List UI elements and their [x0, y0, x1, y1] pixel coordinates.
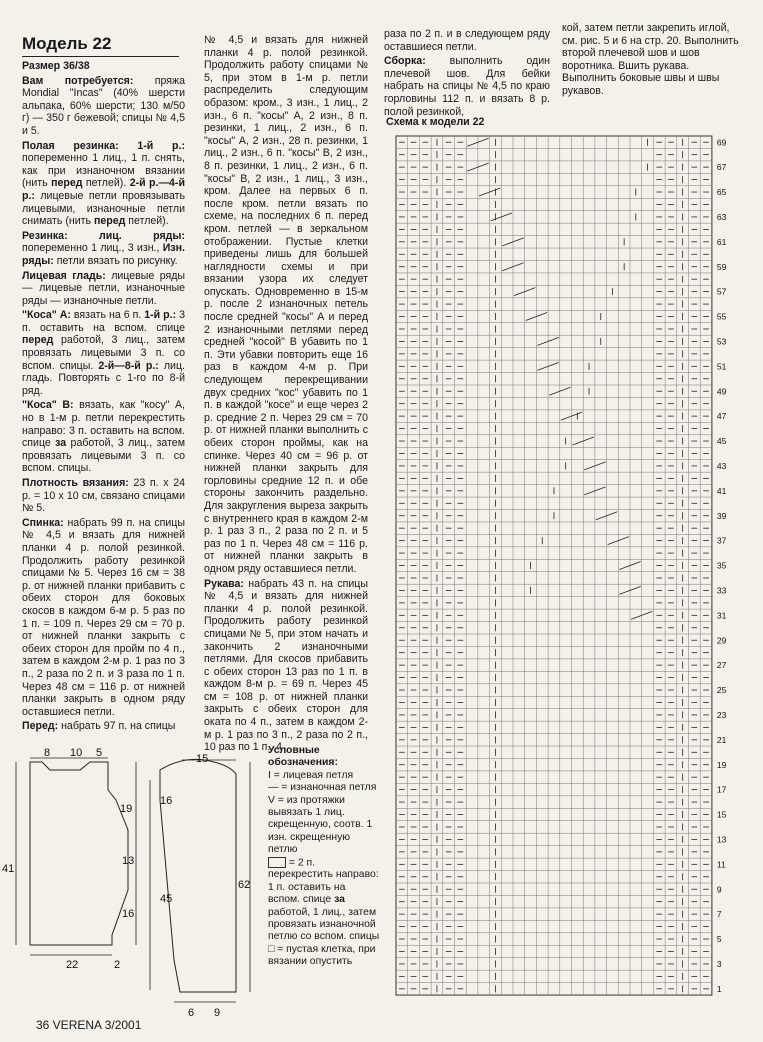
chart-legend — [268, 745, 380, 969]
legend-knit: I = лицевая петля — [268, 769, 354, 781]
back-paragraph: Спинка: набрать 99 п. на спицы № 4,5 и вязать для нижней планки 4 р. полой резинкой. Продолжить работу резинкой спицами № 5. Через 16 см = 38 р. от нижней планки прибавить с обеих сторон для боковых скосов в каждом 6-м р. 5 раз по 1 п. = 109 п. Через 29 см = 70 р. от нижней планки закрыть с обеих сторон для пройм по 4 п., затем в каждом 2-м р. 1 раз по 3 п., 2 раза по 2 п. и 3 раза по 1 п. Через 48 см = 116 р. от нижней планки закрыть в одном ряду оставшиеся петли. — [22, 516, 185, 718]
gauge-paragraph: Плотность вязания: 23 п. х 24 р. = 10 х 10 см, связано спицами № 5. — [22, 477, 185, 515]
row-number: 11 — [716, 859, 726, 870]
materials-paragraph: Вам потребуется: пряжа Mondial "Incas" (40% шерсти альпака, 60% шерсти; 130 м/50 г) — 350 г бежевой; спицы № 4,5 и 5. — [22, 74, 185, 137]
text-column-2 — [204, 34, 368, 756]
row-number: 21 — [716, 734, 727, 745]
chart-row-numbers — [717, 137, 727, 994]
legend-purl: — = изнаночная петля — [268, 782, 377, 794]
row-number: 67 — [716, 162, 727, 173]
row-number: 33 — [716, 585, 727, 596]
body-dim-bottom: 22 — [66, 959, 79, 971]
sleeve-dim-left-upper: 16 — [160, 795, 173, 807]
row-number: 5 — [716, 934, 722, 945]
sleeve-paragraph: Рукава: набрать 43 п. на спицы № 4,5 и вязать для нижней планки 4 р. полой резинкой. Продолжить работу резинкой спицами № 5, при этом начать и закончить 2 изнаночными петлями. Для скосов прибавить с обеих сторон 13 раз по 1 п. в каждом 8-м р. = 69 п. Через 45 см = 108 р. от нижней планки закрыть с обеих сторон для оката по 4 п., затем в каждом 2-м р. 1 раз по 3 п., 2 раза по 2 п., 10 раз по 1 п., 4 — [204, 577, 368, 754]
size-label: Размер 36/38 — [22, 60, 90, 72]
assembly-paragraph: Сборка: выполнить один плечевой шов. Для бейки набрать на спицы № 4,5 по краю горловины 112 п. и вязать 8 р. полой резинкой, — [384, 55, 550, 118]
row-number: 17 — [716, 784, 727, 795]
chart-symbols — [399, 138, 709, 992]
sleeve-dim-top: 15 — [196, 753, 209, 765]
legend-empty: □ = пустая клетка, при вязании опустить — [268, 943, 376, 968]
row-number: 7 — [716, 909, 722, 920]
body-dim-low: 16 — [122, 908, 135, 920]
row-number: 51 — [716, 361, 727, 372]
front-continued-paragraph: № 4,5 и вязать для нижней планки 4 р. полой резинкой. Продолжить работу спицами № 5, при этом в 1-м р. петли распределить следующим образом: кром., 3 изн., 1 лиц., 2 изн., 6 п. "косы" А, 2 изн., 8 п. резинки, 1 лиц., 2 изн., 6 п. "косы" А, 2 изн., 28 п. резинки, 1 лиц., 2 изн., 6 п. "косы" В, 2 изн., 8 п. резинки, 1 лиц., 2 изн., 6 п. "косы" В, 2 изн., 1 лиц., 3 изн., кром. Далее на первых 6 п. после кром. петли вязать по схеме, на последних 6 п. перед кром. петлей — в зеркальном отображении. Пустые клетки приведены лишь для большей наглядности схемы и при вязании узора их следует опускать. Одновременно в 15-м р. после 2 изнаночных петель после средней "косы" А и перед 2 изнаночными петлями перед средней "косой" В убавить по 1 п. Эти убавки повторить еще 16 раз в каждом 4-м р. При следующем перекрещивании двух средних "кос" убавить по 1 п. в каждой "косе" и еще через 2 р. средние 2 п. Через 29 см = 70 р. от нижней планки выполнить с обеих сторон проймы, как на спинке. Через 40 см = 96 р. от нижней планки закрыть для горловины средние 12 п. и обе стороны закончить раздельно. Для закругления выреза закрыть с внутреннего края в каждом 2-м р. 1 раз 3 п., 2 раза по 2 п. и 5 раз по 1 п. Через 48 см = 116 р. от нижней планки закрыть в одном ряду оставшиеся петли. — [204, 34, 368, 575]
body-dim-height: 41 — [2, 863, 15, 875]
pattern-schematic — [0, 740, 265, 1030]
row-number: 63 — [716, 212, 727, 223]
body-dim-top-mid: 10 — [70, 747, 83, 759]
cross-symbol-icon — [268, 857, 286, 868]
sleeve-dim-right: 62 — [238, 879, 251, 891]
legend-cross: = 2 п. перекрестить направо: 1 п. оставить на вспом. спице за работой, 1 лиц., затем провязать изнаночной петлю со вспом. спицы — [268, 856, 380, 943]
page-footer: 36 VERENA 3/2001 — [36, 1018, 142, 1032]
cable-a-paragraph: "Коса" А: вязать на 6 п. 1-й р.: 3 п. оставить на вспом. спице перед работой, 3 лиц., затем провязать лицевыми 3 п. со вспом. спицы. 2-й—8-й р.: лиц. гладь. Повторять с 1-го по 8-й ряд. — [22, 309, 186, 397]
row-number: 37 — [716, 535, 727, 546]
row-number: 35 — [716, 560, 727, 571]
row-number: 59 — [716, 261, 727, 272]
row-number: 61 — [716, 236, 727, 247]
sleeve-continued-paragraph: раза по 2 п. и в следующем ряду оставшиеся петли. — [384, 28, 550, 53]
body-outline — [30, 762, 128, 945]
text-column-4 — [562, 22, 742, 100]
text-column-3 — [384, 28, 550, 120]
front-paragraph: Перед: набрать 97 п. на спицы — [22, 720, 176, 733]
row-number: 29 — [716, 635, 727, 646]
row-number: 53 — [716, 336, 727, 347]
sleeve-dim-bottom-left: 6 — [188, 1007, 195, 1019]
row-number: 39 — [716, 510, 727, 521]
title-divider — [22, 56, 179, 57]
body-dim-mid: 13 — [122, 855, 135, 867]
assembly-continued-paragraph: кой, затем петли закрепить иглой, см. рис. 5 и 6 на стр. 20. Выполнить второй плечевой шов и шов воротника. Вшить рукава. Выполнить боковые швы и швы рукавов. — [562, 22, 739, 97]
body-dim-top-left: 8 — [44, 747, 51, 759]
row-number: 23 — [716, 710, 727, 721]
page-title: Модель 22 — [22, 34, 112, 53]
sleeve-dim-left-lower: 45 — [160, 893, 173, 905]
cable-b-paragraph: "Коса" В: вязать, как "косу" А, но в 1-м р. петли перекрестить направо: 3 п. оставить на вспом. спице за работой, 3 лиц., затем провязать лицевыми 3 п. со вспом. спицы. — [22, 399, 185, 475]
row-number: 1 — [716, 983, 722, 994]
body-dim-top-right: 5 — [96, 747, 103, 759]
row-number: 57 — [716, 286, 727, 297]
text-column-1 — [22, 60, 185, 735]
row-number: 41 — [716, 485, 727, 496]
body-schematic — [16, 758, 136, 955]
knitting-chart — [394, 134, 744, 1006]
row-number: 65 — [716, 187, 727, 198]
row-number: 19 — [716, 759, 727, 770]
row-number: 49 — [716, 386, 727, 397]
row-number: 25 — [716, 685, 727, 696]
row-number: 3 — [716, 959, 722, 970]
legend-title: Условные обозначения: — [268, 745, 338, 769]
legend-twisted: V = из протяжки вывязать 1 лиц. скрещенную, соотв. 1 изн. скрещенную петлю — [268, 794, 373, 856]
stockinette-paragraph: Лицевая гладь: лицевые ряды — лицевые петли, изнаночные ряды — изнаночные петли. — [22, 269, 186, 307]
row-number: 45 — [716, 436, 727, 447]
chart-title: Схема к модели 22 — [386, 116, 485, 128]
row-number: 43 — [716, 461, 727, 472]
row-number: 15 — [716, 809, 727, 820]
sleeve-dim-bottom-right: 9 — [214, 1007, 221, 1019]
rib-paragraph: Полая резинка: 1-й р.: попеременно 1 лиц., 1 п. снять, как при изнаночном вязании (нить перед петлей). 2-й р.—4-й р.: лицевые петли провязывать лицевыми, изнаночные петли снимать (нить перед петлей). — [22, 139, 185, 228]
body-dim-bottom-right: 2 — [114, 959, 121, 971]
row-number: 55 — [716, 311, 727, 322]
row-number: 31 — [716, 610, 727, 621]
body-dim-armhole: 19 — [120, 803, 133, 815]
rib2-paragraph: Резинка: лиц. ряды: попеременно 1 лиц., 3 изн., Изн. ряды: петли вязать по рисунку. — [22, 229, 185, 267]
row-number: 47 — [716, 411, 727, 422]
row-number: 69 — [716, 137, 727, 148]
chart-grid — [396, 136, 712, 995]
row-number: 13 — [716, 834, 727, 845]
row-number: 9 — [716, 884, 722, 895]
row-number: 27 — [716, 660, 727, 671]
